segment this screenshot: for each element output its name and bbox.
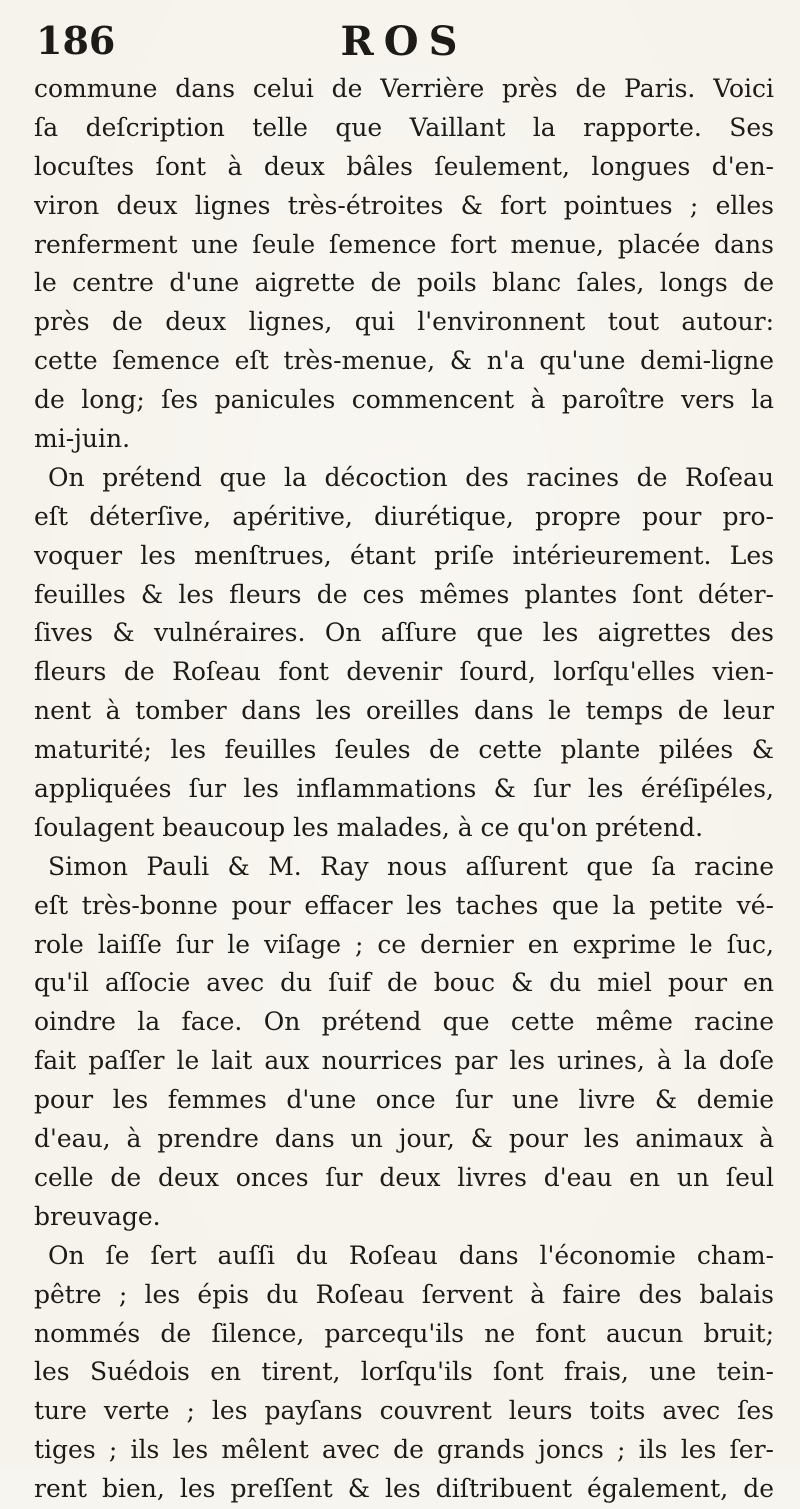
text-line: appliquées ſur les inflammations & ſur les éréſipéles,	[34, 774, 774, 804]
body-text	[34, 70, 774, 1509]
text-line: les Suédois en tirent, lorſqu'ils ſont frais, une tein-	[34, 1357, 774, 1387]
text-line: tiges ; ils les mêlent avec de grands joncs ; ils les ſer-	[34, 1435, 774, 1465]
text-line: d'eau, à prendre dans un jour, & pour les animaux à	[34, 1124, 774, 1154]
text-line: On prétend que la décoction des racines de Roſeau	[48, 462, 774, 492]
text-line: viron deux lignes très-étroites & fort pointues ; elles	[34, 190, 774, 220]
text-line: feuilles & les fleurs de ces mêmes plantes ſont déter-	[34, 579, 774, 609]
text-line: role laiſſe ſur le viſage ; ce dernier en exprime le ſuc,	[34, 929, 774, 959]
paragraph-3	[34, 848, 774, 1237]
text-line: nommés de ſilence, parcequ'ils ne font aucun bruit;	[34, 1318, 774, 1348]
paragraph-4	[34, 1237, 774, 1509]
text-line: Simon Pauli & M. Ray nous aſſurent que ſa racine	[48, 851, 774, 881]
paragraph-1	[34, 70, 774, 459]
text-line: ſoulagent beaucoup les malades, à ce qu'on prétend.	[34, 812, 704, 842]
text-line: cette ſemence eſt très-menue, & n'a qu'une demi-ligne	[34, 346, 774, 376]
text-line: ſa deſcription telle que Vaillant la rapporte. Ses	[34, 112, 774, 142]
text-line: ture verte ; les payſans couvrent leurs toits avec ſes	[34, 1396, 774, 1426]
text-line: locuſtes ſont à deux bâles ſeulement, longues d'en-	[34, 151, 774, 181]
running-title: ROS	[340, 18, 468, 65]
text-line: voquer les menſtrues, étant priſe intérieurement. Les	[34, 540, 774, 570]
text-line: renferment une ſeule ſemence fort menue, placée dans	[34, 229, 774, 259]
text-line: ſives & vulnéraires. On aſſure que les aigrettes des	[34, 618, 774, 648]
paragraph-2	[34, 459, 774, 848]
text-line: près de deux lignes, qui l'environnent tout autour:	[34, 307, 774, 337]
text-line: breuvage.	[34, 1201, 161, 1231]
text-line: fait paſſer le lait aux nourrices par les urines, à la doſe	[34, 1046, 774, 1076]
text-line: On ſe ſert auſſi du Roſeau dans l'économie cham-	[48, 1240, 774, 1270]
text-line: qu'il aſſocie avec du ſuif de bouc & du miel pour en	[34, 968, 774, 998]
text-line: fleurs de Roſeau font devenir ſourd, lorſqu'elles vien-	[34, 657, 774, 687]
text-line: pour les femmes d'une once ſur une livre & demie	[34, 1085, 774, 1115]
page-number: 186	[36, 18, 116, 63]
text-line: rent bien, les preſſent & les diſtribuent également, de	[34, 1474, 774, 1504]
text-line: pêtre ; les épis du Roſeau ſervent à faire des balais	[34, 1279, 774, 1309]
text-line: nent à tomber dans les oreilles dans le temps de leur	[34, 696, 774, 726]
text-line: oindre la face. On prétend que cette même racine	[34, 1007, 774, 1037]
text-line: maturité; les feuilles ſeules de cette plante pilées &	[34, 735, 774, 765]
running-head	[34, 0, 774, 66]
text-line: eſt déterſive, apéritive, diurétique, propre pour pro-	[34, 501, 774, 531]
text-line: celle de deux onces ſur deux livres d'eau en un ſeul	[34, 1162, 774, 1192]
text-line: eſt très-bonne pour effacer les taches que la petite vé-	[34, 890, 774, 920]
text-line: mi-juin.	[34, 424, 131, 454]
text-line: commune dans celui de Verrière près de Paris. Voici	[34, 74, 774, 103]
text-line: le centre d'une aigrette de poils blanc ſales, longs de	[34, 268, 774, 298]
text-line: de long; ſes panicules commencent à paroître vers la	[34, 385, 774, 415]
